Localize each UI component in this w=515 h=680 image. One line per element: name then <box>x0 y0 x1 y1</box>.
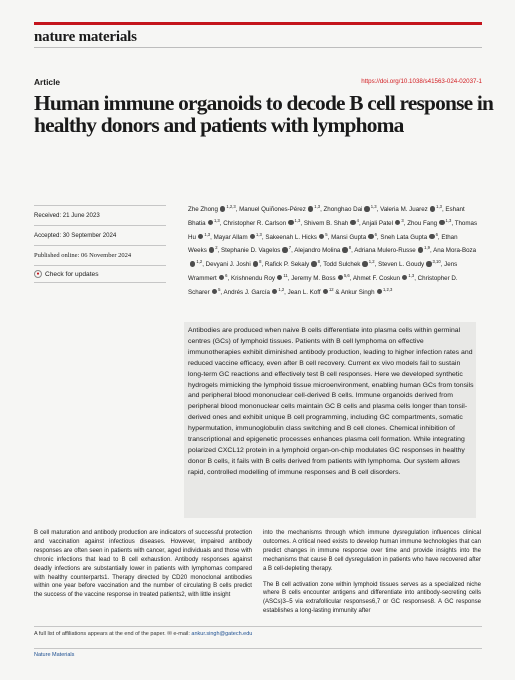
author-affiliation: 5,6 <box>343 272 350 278</box>
orcid-icon[interactable] <box>253 261 258 266</box>
author-affiliation: 12 <box>328 286 334 292</box>
orcid-icon[interactable] <box>323 289 328 294</box>
author-affiliation: 1,3 <box>408 272 415 278</box>
orcid-icon[interactable] <box>368 234 373 239</box>
author-affiliation: 5 <box>218 286 221 292</box>
author-name: Andrés J. García <box>223 288 270 296</box>
author-name: Ankur Singh <box>340 288 375 296</box>
orcid-icon[interactable] <box>338 275 343 280</box>
orcid-icon[interactable] <box>277 275 282 280</box>
author[interactable] <box>380 206 442 213</box>
received-date: Received: 21 June 2023 <box>34 205 166 225</box>
author-affiliation: 8 <box>259 259 262 265</box>
author[interactable] <box>213 231 262 241</box>
check-updates-label: Check for updates <box>45 270 99 278</box>
author-name: Devyani J. Joshi <box>205 261 251 269</box>
body-paragraph: into the mechanisms through which immune dysregulation influences clinical outcomes. A critical need exists to develop human immune technologies that can predict changes in immune response over time and provide insights into the mechanisms that cause B cell dysregulation in patients who have recovered after a B cell-depleting therapy. <box>263 530 481 572</box>
author-affiliation: 6 <box>225 272 228 278</box>
check-updates-icon: ● <box>34 270 42 278</box>
footnote-text: A full list of affiliations appears at the end of the paper. <box>34 631 166 637</box>
author-list: Zhe Zhong $^{1,2,3}$, Manuel Quiñones-Pérez $^{1,3}$, Zhonghao Dai $^{1,3}$, Valeria M. Juarez $^{1,3}$, Eshant Bhatia $^{1,3}$, Christopher R. Carlson $^{1,3}$, Shivem B. Shah $^4$, Anjali Patel $^3$, Zhou Fang $^{1,3}$, Thomas Hu $^{1,3}$, Mayar Allam $^{1,3}$, Sakeenah L. Hicks $^5$, Mansi Gupta $^6$, Sneh Lata Gupta $^6$, Ethan Weeks $^2$, Stephanie D. Vagelos $^7$, Alejandro Molina $^8$, Adriana Mulero-Russe $^{1,9}$, Ana Mora-Boza$^{1,2}$, Devyani J. Joshi $^8$, Rafick P. Sekaly $^8$, Todd Sulchek $^{1,2}$, Steven L. Goudy $^{3,10}$, Jens Wrammert $^6$, Krishnendu Roy $^{11}$, Jeremy M. Boss $^{5,6}$, Ahmet F. Coskun $^{1,3}$, Christopher D. Scharer $^5$, Andrés J. García $^{1,2}$, Jean L. Koff $^{12}$ & Ankur Singh $^{1,2,3}$ <box>188 204 478 296</box>
author[interactable] <box>265 261 320 268</box>
orcid-icon[interactable] <box>272 289 277 294</box>
author-affiliation: 1,2,3 <box>226 204 236 209</box>
abstract-text: Antibodies are produced when naive B cells differentiate into plasma cells within germinal centres (GCs) of lymphoid tissues. Patients with B cell lymphoma on effective immunotherapies exhibit diminished antibody production, leading to higher infection rates and reduced vaccine efficacy, even after B cell recovery. Current ex vivo models fail to sustain long-term GC reactions and effectively test B cell responses. Here we developed synthetic hydrogels mimicking the lymphoid tissue microenvironment, enabling human GCs from tonsils and peripheral blood mononuclear cell-derived B cells. Immune organoids derived from peripheral blood mononuclear cells maintain GC B cells and plasma cells longer than tonsil-derived ones and exhibit unique B cell programming, including GC compartments, somatic hypermutation, immunoglobulin class switching and B cell clones. Chemical inhibition of transcriptional and epigenetic processes enhances plasma cell formation. While integrating polarized CXCL12 protein in a lymphoid organ-on-chip modulates GC responses in healthy donor B cells, it fails with B cells derived from patients with lymphoma. Our system allows rapid, controlled modelling of immune responses and B cell disorders. <box>188 327 474 476</box>
orcid-icon[interactable] <box>212 289 217 294</box>
author-affiliation: 1,9 <box>424 245 430 251</box>
author[interactable] <box>291 272 350 282</box>
author-name: Zhonghao Dai <box>323 206 363 214</box>
author-name: Adriana Mulero-Russe <box>354 247 416 255</box>
author-name: Jeremy M. Boss <box>291 274 336 282</box>
author-name: Sakeenah L. Hicks <box>265 233 317 241</box>
author[interactable] <box>378 261 441 268</box>
author[interactable] <box>206 261 262 268</box>
author-affiliation: 8 <box>348 245 352 251</box>
author-name: Jean L. Koff <box>287 288 321 296</box>
orcid-icon[interactable] <box>377 289 382 294</box>
orcid-icon[interactable] <box>209 247 214 252</box>
orcid-icon[interactable] <box>190 261 195 266</box>
author-name: Christopher R. Carlson <box>223 219 287 227</box>
author[interactable] <box>265 231 328 241</box>
orcid-icon[interactable] <box>350 220 355 225</box>
author[interactable] <box>362 217 404 227</box>
author-affiliation: 1,3 <box>314 204 321 209</box>
author[interactable] <box>294 247 351 254</box>
orcid-icon[interactable] <box>311 261 316 266</box>
author-affiliation: 8 <box>317 259 320 265</box>
orcid-icon[interactable] <box>319 234 324 239</box>
author[interactable] <box>331 231 377 241</box>
footer-divider <box>34 648 482 649</box>
author-affiliation: 1,2,3 <box>382 286 393 292</box>
author[interactable] <box>303 217 359 227</box>
orcid-icon[interactable] <box>418 247 423 252</box>
orcid-icon[interactable] <box>430 206 435 211</box>
orcid-icon[interactable] <box>364 206 369 211</box>
author-name: Steven L. Goudy <box>378 261 425 269</box>
author-name: Rafick P. Sekaly <box>264 261 310 269</box>
body-column-right <box>263 529 481 616</box>
orcid-icon[interactable] <box>208 220 213 225</box>
author-name: Mayar Allam <box>213 233 248 241</box>
journal-name[interactable]: nature materials <box>34 29 137 45</box>
abstract-box <box>184 322 476 518</box>
author[interactable] <box>340 286 393 296</box>
author[interactable] <box>380 231 438 241</box>
orcid-icon[interactable] <box>362 261 367 266</box>
footnote-divider <box>34 626 482 627</box>
author[interactable] <box>223 286 285 296</box>
article-type: Article <box>34 77 61 87</box>
author-name: Shivem B. Shah <box>303 219 349 227</box>
author-name: Ahmet F. Coskun <box>352 274 400 282</box>
author[interactable] <box>221 247 291 254</box>
author[interactable] <box>324 206 377 213</box>
author-affiliation: 6 <box>374 231 377 237</box>
author-name: Krishnendu Roy <box>230 274 275 282</box>
author[interactable] <box>239 206 320 213</box>
author-name: Thomas Hu <box>188 219 478 241</box>
orcid-icon[interactable] <box>402 275 407 280</box>
affiliation-footnote <box>34 631 252 637</box>
email-icon: ✉ <box>167 631 174 637</box>
author-affiliation: 1,2 <box>368 259 375 265</box>
author[interactable] <box>223 217 301 227</box>
author-name: Manuel Quiñones-Pérez <box>239 206 306 214</box>
article-title: Human immune organoids to decode B cell response in healthy donors and patients with lymphoma <box>34 91 494 137</box>
author-affiliation: 1,3 <box>294 217 301 223</box>
author-affiliation: 6 <box>435 231 438 237</box>
published-date: Published online: 06 November 2024 <box>34 245 166 265</box>
orcid-icon[interactable] <box>308 206 313 211</box>
author[interactable] <box>287 286 334 296</box>
author-affiliation: 1,3 <box>370 204 377 209</box>
author-name: Ethan Weeks <box>188 233 458 255</box>
author-name: Eshant Bhatia <box>188 206 465 227</box>
author-name: Christopher D. Scharer <box>188 274 458 296</box>
accepted-date: Accepted: 30 September 2024 <box>34 225 166 245</box>
orcid-icon[interactable] <box>426 261 431 266</box>
orcid-icon[interactable] <box>198 234 203 239</box>
author[interactable] <box>352 272 415 282</box>
dates-panel <box>34 205 166 283</box>
author-affiliation: 5 <box>325 231 328 237</box>
author[interactable] <box>230 272 288 282</box>
email-link[interactable]: ankur.singh@gatech.edu <box>191 631 253 637</box>
author-affiliation: 1,3 <box>436 204 442 209</box>
orcid-icon[interactable] <box>219 275 224 280</box>
author-affiliation: 1,2 <box>196 259 203 265</box>
orcid-icon[interactable] <box>282 247 287 252</box>
doi-link[interactable]: https://doi.org/10.1038/s41563-024-02037-1 <box>361 78 482 85</box>
author-name: Zhou Fang <box>407 219 438 227</box>
author-affiliation: 1,3 <box>204 231 211 237</box>
author-affiliation: 4 <box>356 217 359 223</box>
author-name: Stephanie D. Vagelos <box>221 247 281 255</box>
author-name: Todd Sulchek <box>323 261 361 269</box>
author-name: Jens Wrammert <box>188 261 458 282</box>
orcid-icon[interactable] <box>220 206 225 211</box>
body-paragraph: The B cell activation zone within lymphoid tissues serves as a specialized niche where B cells encounter antigens and differentiate into antibody-secreting cells (ASCs)3–5 via extrafollicular responses6,7 or GC responses8. A GC response establishes a long-lasting immunity after <box>263 581 481 615</box>
orcid-icon[interactable] <box>342 247 347 252</box>
author-affiliation: 2 <box>215 245 218 251</box>
author-affiliation: 1,2 <box>278 286 285 292</box>
orcid-icon[interactable] <box>439 220 444 225</box>
author-name: Alejandro Molina <box>294 247 341 255</box>
author-name: Anjali Patel <box>362 219 394 227</box>
body-column-left: B cell maturation and antibody production are indicators of successful protection and vaccination against infectious diseases. However, impaired antibody responses are often seen in patients with cancer, aged individuals and those with chronic infections that lead to B cell exhaustion. Antibody responses against deadly infections are substantially lower in patients with lymphomas compared with healthy counterparts1. Therapy directed by CD20 monoclonal antibodies within one year before vaccination and the number of circulating B cells predict the success of the vaccine response in treated patients2, with little insight <box>34 530 252 599</box>
author-name: Ana Mora-Boza <box>433 247 477 255</box>
author[interactable] <box>323 261 374 268</box>
author-name: Sneh Lata Gupta <box>380 233 428 241</box>
author-affiliation: 3,10 <box>432 259 441 265</box>
author-affiliation: 7 <box>288 245 292 251</box>
author[interactable] <box>188 206 236 213</box>
author-affiliation: 1,3 <box>256 231 262 237</box>
header-divider <box>34 47 482 48</box>
author-name: Zhe Zhong <box>188 206 218 214</box>
orcid-icon[interactable] <box>429 234 434 239</box>
journal-accent-bar <box>34 22 482 25</box>
author-name: Valeria M. Juarez <box>380 206 428 214</box>
email-label: e-mail: <box>173 631 190 637</box>
author-affiliation: 1,3 <box>213 217 220 223</box>
footer-journal[interactable]: Nature Materials <box>34 652 75 658</box>
author-affiliation: 1,3 <box>445 217 452 223</box>
check-for-updates-button[interactable] <box>34 265 166 283</box>
author-affiliation: 3 <box>401 217 404 223</box>
author[interactable] <box>354 247 430 254</box>
author-name: Mansi Gupta <box>331 233 367 241</box>
orcid-icon[interactable] <box>395 220 400 225</box>
orcid-icon[interactable] <box>250 234 255 239</box>
author-affiliation: 11 <box>283 272 288 278</box>
author[interactable] <box>407 217 452 227</box>
orcid-icon[interactable] <box>288 220 293 225</box>
